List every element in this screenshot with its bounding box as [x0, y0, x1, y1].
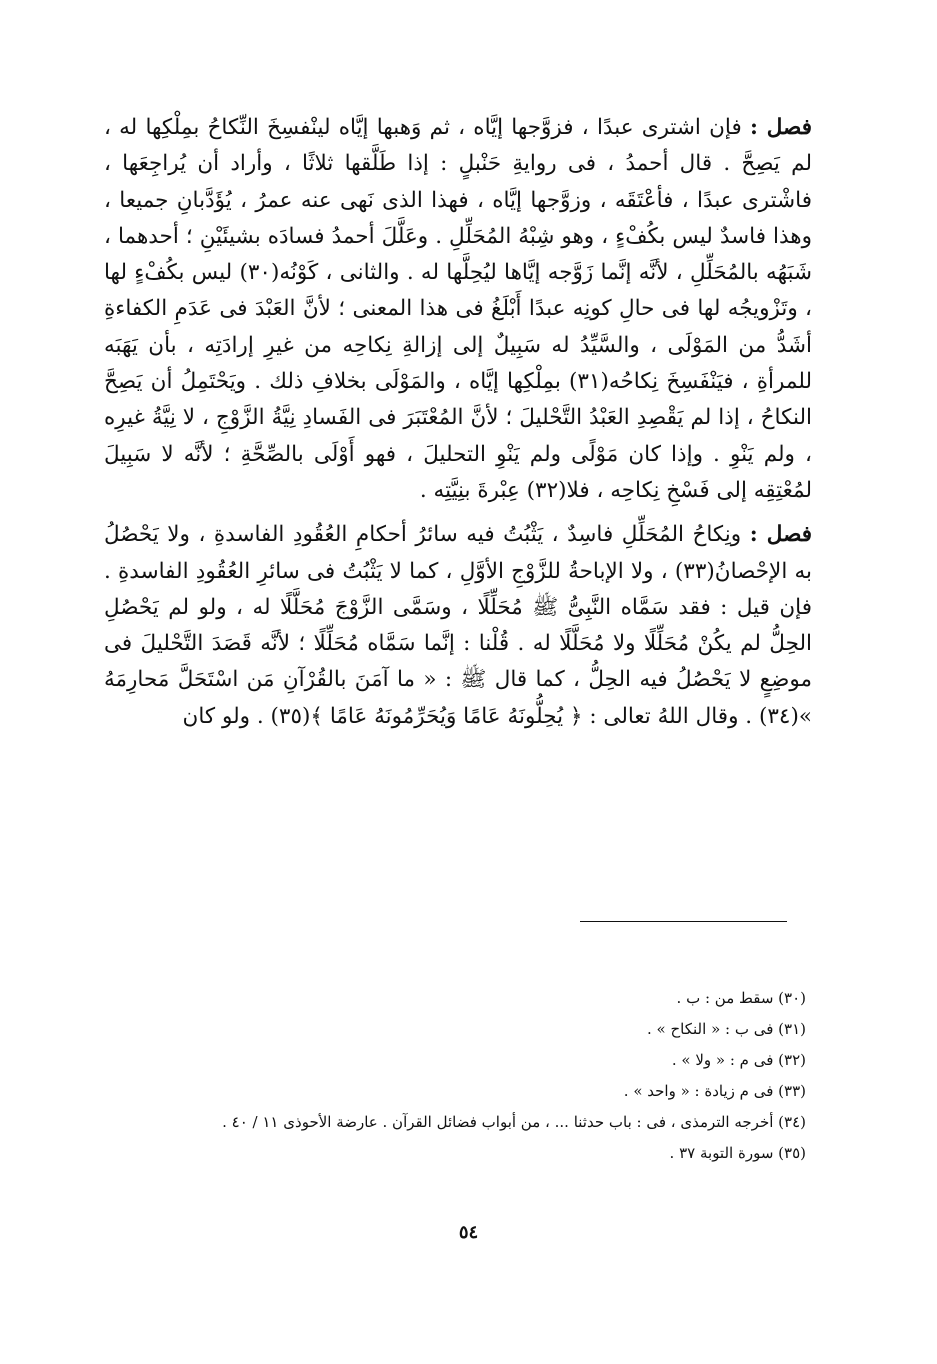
paragraph-text: ونِكاحُ المُحَلِّلِ فاسِدٌ ، يَثْبُتُ فيه سائرُ أحكامِ العُقُودِ الفاسدةِ ، ولا يَحْصُلُ به الإحْصانُ(٣٣) ، ولا الإباحةُ للزَّوْجِ الأوَّلِ ، كما لا يَثْبُتُ فى سائرِ العُقُودِ الفاسدةِ . فإن قيل : فقد سَمَّاه النَّبِىُّ ﷺ مُحَلِّلًا ، وسَمَّى الزَّوْجَ مُحَلَّلًا له ، ولو لم يَحْصُلِ الحِلُّ لم يكُنْ مُحَلِّلًا ولا مُحَلَّلًا له . قُلْنا : إنَّما سَمَّاه مُحَلِّلًا ؛ لأنَّه قَصَدَ التَّحْليلَ فى موضِعٍ لا يَحْصُلُ فيه الحِلُّ ، كما قال ﷺ : « ما آمَنَ بالقُرْآنِ مَن اسْتَحَلَّ مَحارِمَهُ »(٣٤) . وقال اللهُ تعالى : ﴿ يُحِلُّونَهُ عَامًا وَيُحَرِّمُونَهُ عَامًا ﴾(٣٥) . ولو كان: [104, 522, 812, 729]
footnote-separator: [580, 921, 787, 922]
paragraph-2: [104, 517, 812, 735]
footnote: (٣٥) سورة التوبة ٣٧ .: [669, 1144, 806, 1162]
footnotes-list: [120, 983, 806, 1169]
footnote: (٣٣) فى م زيادة : « واحد » .: [623, 1082, 806, 1100]
main-text: [104, 110, 812, 735]
section-heading: فصل :: [749, 522, 812, 548]
page-number: ٥٤: [458, 1222, 479, 1243]
footnote: (٣٤) أخرجه الترمذى ، فى : باب حدثنا ... ، من أبواب فضائل القرآن . عارضة الأحوذى ١١ / ٤٠ .: [222, 1113, 806, 1131]
paragraph-text: فإن اشترى عبدًا ، فزوَّجها إيَّاه ، ثم وَهبها إيَّاه لينْفسِخَ النِّكاحُ بمِلْكِها له ، لم يَصِحَّ . قال أحمدُ ، فى روايةِ حَنْبلٍ : إذا طَلَّقها ثلاثًا ، وأراد أن يُراجِعَها ، فاشْترى عبدًا ، فأعْتَقَه ، وزوَّجها إيَّاه ، فهذا الذى نَهى عنه عمرُ ، يُؤَدَّبانِ جميعا ، وهذا فاسدٌ ليس بكُفْءٍ ، وهو شِبْهُ المُحَلِّلِ . وعَلَّلَ أحمدُ فسادَه بشيئَيْنِ ؛ أحدهما ، شَبَهُه بالمُحَلِّلِ ، لأنَّه إنَّما زَوَّجه إيَّاها ليُحِلَّها له . والثانى ، كَوْنُه(٣٠) ليس بكُفْءٍ لها ، وتَزْويجُه لها فى حالِ كونِه عبدًا أَبْلَغُ فى هذا المعنى ؛ لأنَّ العَبْدَ فى عَدَمِ الكفاءةِ أشَدُّ من المَوْلَى ، والسَّيِّدُ له سَبِيلٌ إلى إزالةِ نِكاحِه من غيرِ إرادَتِه ، بأن يَهَبَه للمرأةِ ، فيَنْفَسِخَ نِكاحُه(٣١) بمِلْكِها إيَّاه ، والمَوْلَى بخلافِ ذلك . ويَحْتَمِلُ أن يَصِحَّ النكاحُ ، إذا لم يَقْصِدِ العَبْدُ التَّحْليلَ ؛ لأنَّ المُعْتَبَرَ فى الفَسادِ نِيَّةُ الزَّوْجِ ، لا نِيَّةُ غيرِه ، ولم يَنْوِ . وإذا كان مَوْلًى ولم يَنْوِ التحليلَ ، فهو أَوْلَى بالصِّحَّةِ ؛ لأنَّه لا سَبِيلَ لمُعْتِقِه إلى فَسْخِ نِكاحِه ، فلا(٣٢) عِبْرةَ بنِيَّتِه .: [104, 115, 812, 503]
paragraph-1: [104, 110, 812, 509]
footnote: (٣٠) سقط من : ب .: [676, 989, 806, 1007]
footnote: (٣٢) فى م : « ولا » .: [671, 1051, 806, 1069]
footnote: (٣١) فى ب : « النكاح » .: [647, 1020, 806, 1038]
section-heading: فصل :: [749, 115, 812, 140]
